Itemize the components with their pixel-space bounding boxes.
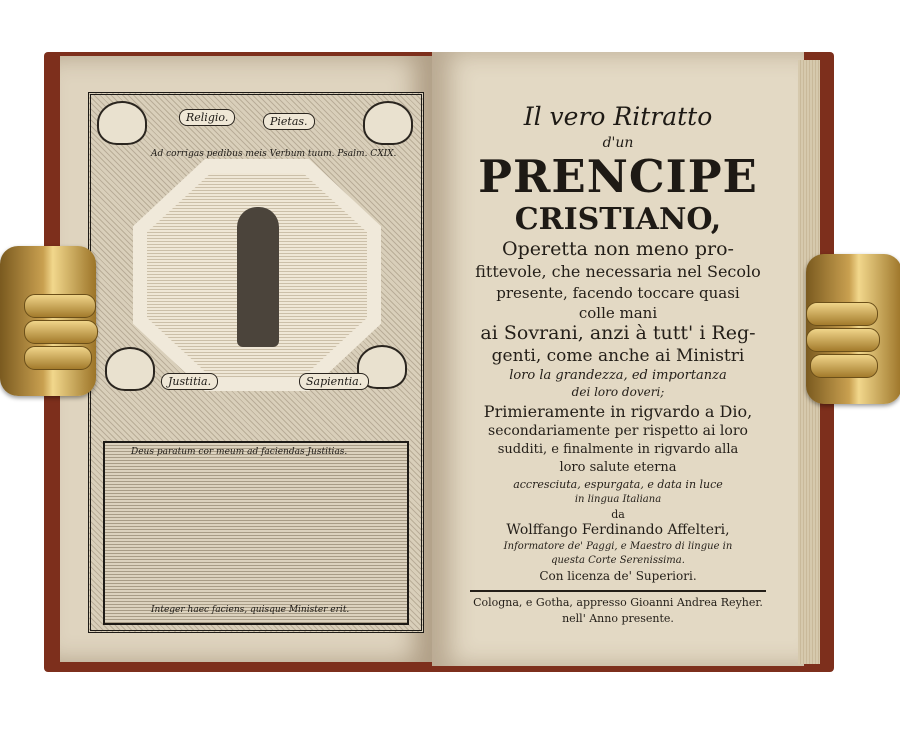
title-line-1: Il vero Ritratto	[523, 102, 713, 131]
cherub-top-left	[97, 101, 147, 145]
banner-pietas: Pietas.	[263, 113, 315, 130]
banner-sapientia: Sapientia.	[299, 373, 369, 390]
body-line: Informatore de' Paggi, e Maestro di lingue in	[503, 541, 733, 552]
banner-justitia: Justitia.	[161, 373, 218, 390]
motto-bottom: Deus paratum cor meum ad faciendas Justitias.	[131, 447, 348, 457]
brass-finger	[24, 294, 96, 318]
title-prencipe: PRENCIPE	[478, 150, 758, 203]
banner-religio: Religio.	[179, 109, 235, 126]
brass-finger	[24, 320, 98, 344]
body-line: Primieramente in rigvardo a Dio,	[483, 402, 753, 421]
body-line: da	[611, 508, 625, 521]
body-line: loro la grandezza, ed importanza	[509, 368, 727, 383]
title-line-2: d'un	[602, 135, 634, 151]
body-line: secondariamente per rispetto ai loro	[488, 423, 748, 439]
body-line: Wolffango Ferdinando Affelteri,	[506, 522, 730, 538]
body-line: ai Sovrani, anzi à tutt' i Reg-	[480, 322, 756, 344]
body-line: sudditi, e finalmente in rigvardo alla	[497, 442, 739, 457]
brass-hand-left	[0, 246, 96, 396]
brass-finger	[806, 302, 878, 326]
imprint-line: nell' Anno presente.	[562, 612, 674, 625]
cherub-mid-left	[105, 347, 155, 391]
motto-top: Ad corrigas pedibus meis Verbum tuum. Psalm. CXIX.	[151, 149, 397, 159]
brass-hand-right	[806, 254, 900, 404]
imprint-rule	[470, 590, 766, 592]
prince-figure	[237, 207, 279, 347]
frontispiece-engraving	[88, 92, 424, 633]
body-line: accresciuta, espurgata, e data in luce	[513, 478, 723, 491]
body-line: dei loro doveri;	[571, 385, 665, 399]
body-line: Operetta non meno pro-	[502, 238, 734, 260]
body-line: loro salute eterna	[559, 460, 677, 475]
body-line: in lingua Italiana	[574, 494, 662, 505]
title-cristiano: CRISTIANO,	[514, 202, 722, 237]
body-line: presente, facendo toccare quasi	[496, 284, 740, 302]
body-line: fittevole, che necessaria nel Secolo	[475, 262, 761, 281]
brass-finger	[24, 346, 92, 370]
imprint-line: Cologna, e Gotha, appresso Gioanni Andrea Reyher.	[473, 596, 763, 609]
body-line: questa Corte Serenissima.	[551, 555, 685, 566]
body-line: genti, come anche ai Ministri	[491, 346, 745, 366]
body-line: colle mani	[578, 304, 658, 322]
cherub-top-right	[363, 101, 413, 145]
motto-base: Integer haec faciens, quisque Minister erit.	[151, 605, 350, 615]
study-scene	[103, 441, 409, 625]
body-line: Con licenza de' Superiori.	[539, 569, 697, 583]
brass-finger	[810, 354, 878, 378]
brass-finger	[806, 328, 880, 352]
